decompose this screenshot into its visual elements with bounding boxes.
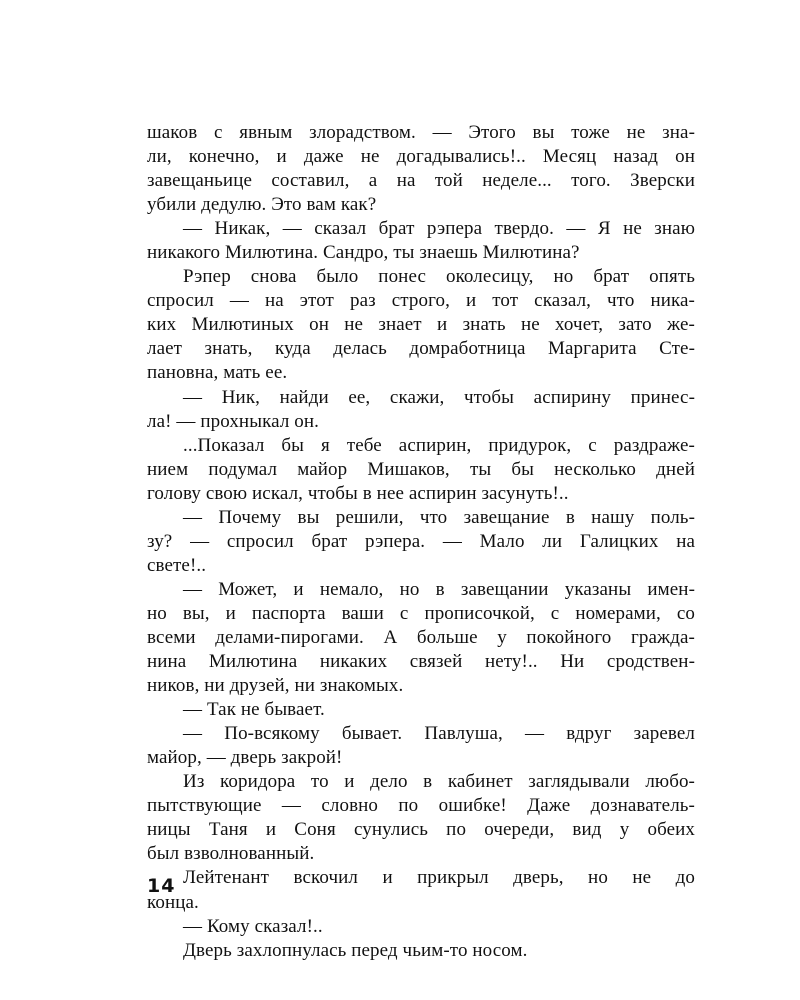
- page-number: 14: [147, 875, 176, 897]
- text-line: — Никак, — сказал брат рэпера твердо. — Я не знаю: [183, 218, 695, 240]
- text-line: ких Милютиных он не знает и знать не хочет, зато же-: [147, 314, 695, 336]
- text-line: — По-всякому бывает. Павлуша, — вдруг заревел: [183, 723, 695, 745]
- text-line: Из коридора то и дело в кабинет заглядывали любо-: [183, 771, 695, 793]
- text-line: нием подумал майор Мишаков, ты бы несколько дней: [147, 458, 695, 480]
- text-line: ...Показал бы я тебе аспирин, придурок, с раздраже-: [183, 434, 695, 456]
- text-line: ницы Таня и Соня сунулись по очереди, вид у обеих: [147, 819, 695, 841]
- text-line: Дверь захлопнулась перед чьим-то носом.: [183, 939, 528, 961]
- text-line: ла! — прохныкал он.: [147, 410, 319, 432]
- text-line: конца.: [147, 891, 199, 913]
- page-body-text: [147, 121, 695, 963]
- text-line: майор, — дверь закрой!: [147, 747, 343, 769]
- text-line: шаков с явным злорадством. — Этого вы тоже не зна-: [147, 122, 695, 143]
- text-line: ников, ни друзей, ни знакомых.: [147, 675, 404, 697]
- text-line: — Может, и немало, но в завещании указаны имен-: [183, 578, 695, 600]
- text-line: Лейтенант вскочил и прикрыл дверь, но не до: [183, 867, 695, 889]
- text-line: голову свою искал, чтобы в нее аспирин засунуть!..: [147, 482, 569, 504]
- text-line: свете!..: [147, 554, 207, 576]
- text-line: нина Милютина никаких связей нету!.. Ни сродствен-: [147, 651, 695, 673]
- text-line: — Ник, найди ее, скажи, чтобы аспирину принес-: [183, 386, 695, 408]
- text-line: Рэпер снова было понес околесицу, но брат опять: [183, 266, 695, 288]
- text-line: никакого Милютина. Сандро, ты знаешь Милютина?: [147, 242, 580, 264]
- text-line: — Кому сказал!..: [183, 915, 323, 937]
- text-line: — Так не бывает.: [183, 699, 325, 721]
- text-line: завещаньице составил, а на той неделе... того. Зверски: [147, 170, 695, 192]
- text-line: зу? — спросил брат рэпера. — Мало ли Галицких на: [147, 530, 695, 552]
- text-line: пановна, мать ее.: [147, 362, 288, 384]
- text-line: — Почему вы решили, что завещание в нашу поль-: [183, 506, 695, 528]
- text-line: убили дедулю. Это вам как?: [147, 194, 377, 216]
- text-line: был взволнованный.: [147, 843, 315, 865]
- text-line: пытствующие — словно по ошибке! Даже дознаватель-: [147, 795, 695, 817]
- text-line: всеми делами-пирогами. А больше у покойного гражда-: [147, 626, 695, 648]
- text-line: ли, конечно, и даже не догадывались!.. Месяц назад он: [147, 146, 695, 168]
- text-line: но вы, и паспорта ваши с прописочкой, с номерами, со: [147, 602, 695, 624]
- text-line: лает знать, куда делась домработница Маргарита Сте-: [147, 338, 695, 360]
- text-line: спросил — на этот раз строго, и тот сказал, что ника-: [147, 290, 695, 312]
